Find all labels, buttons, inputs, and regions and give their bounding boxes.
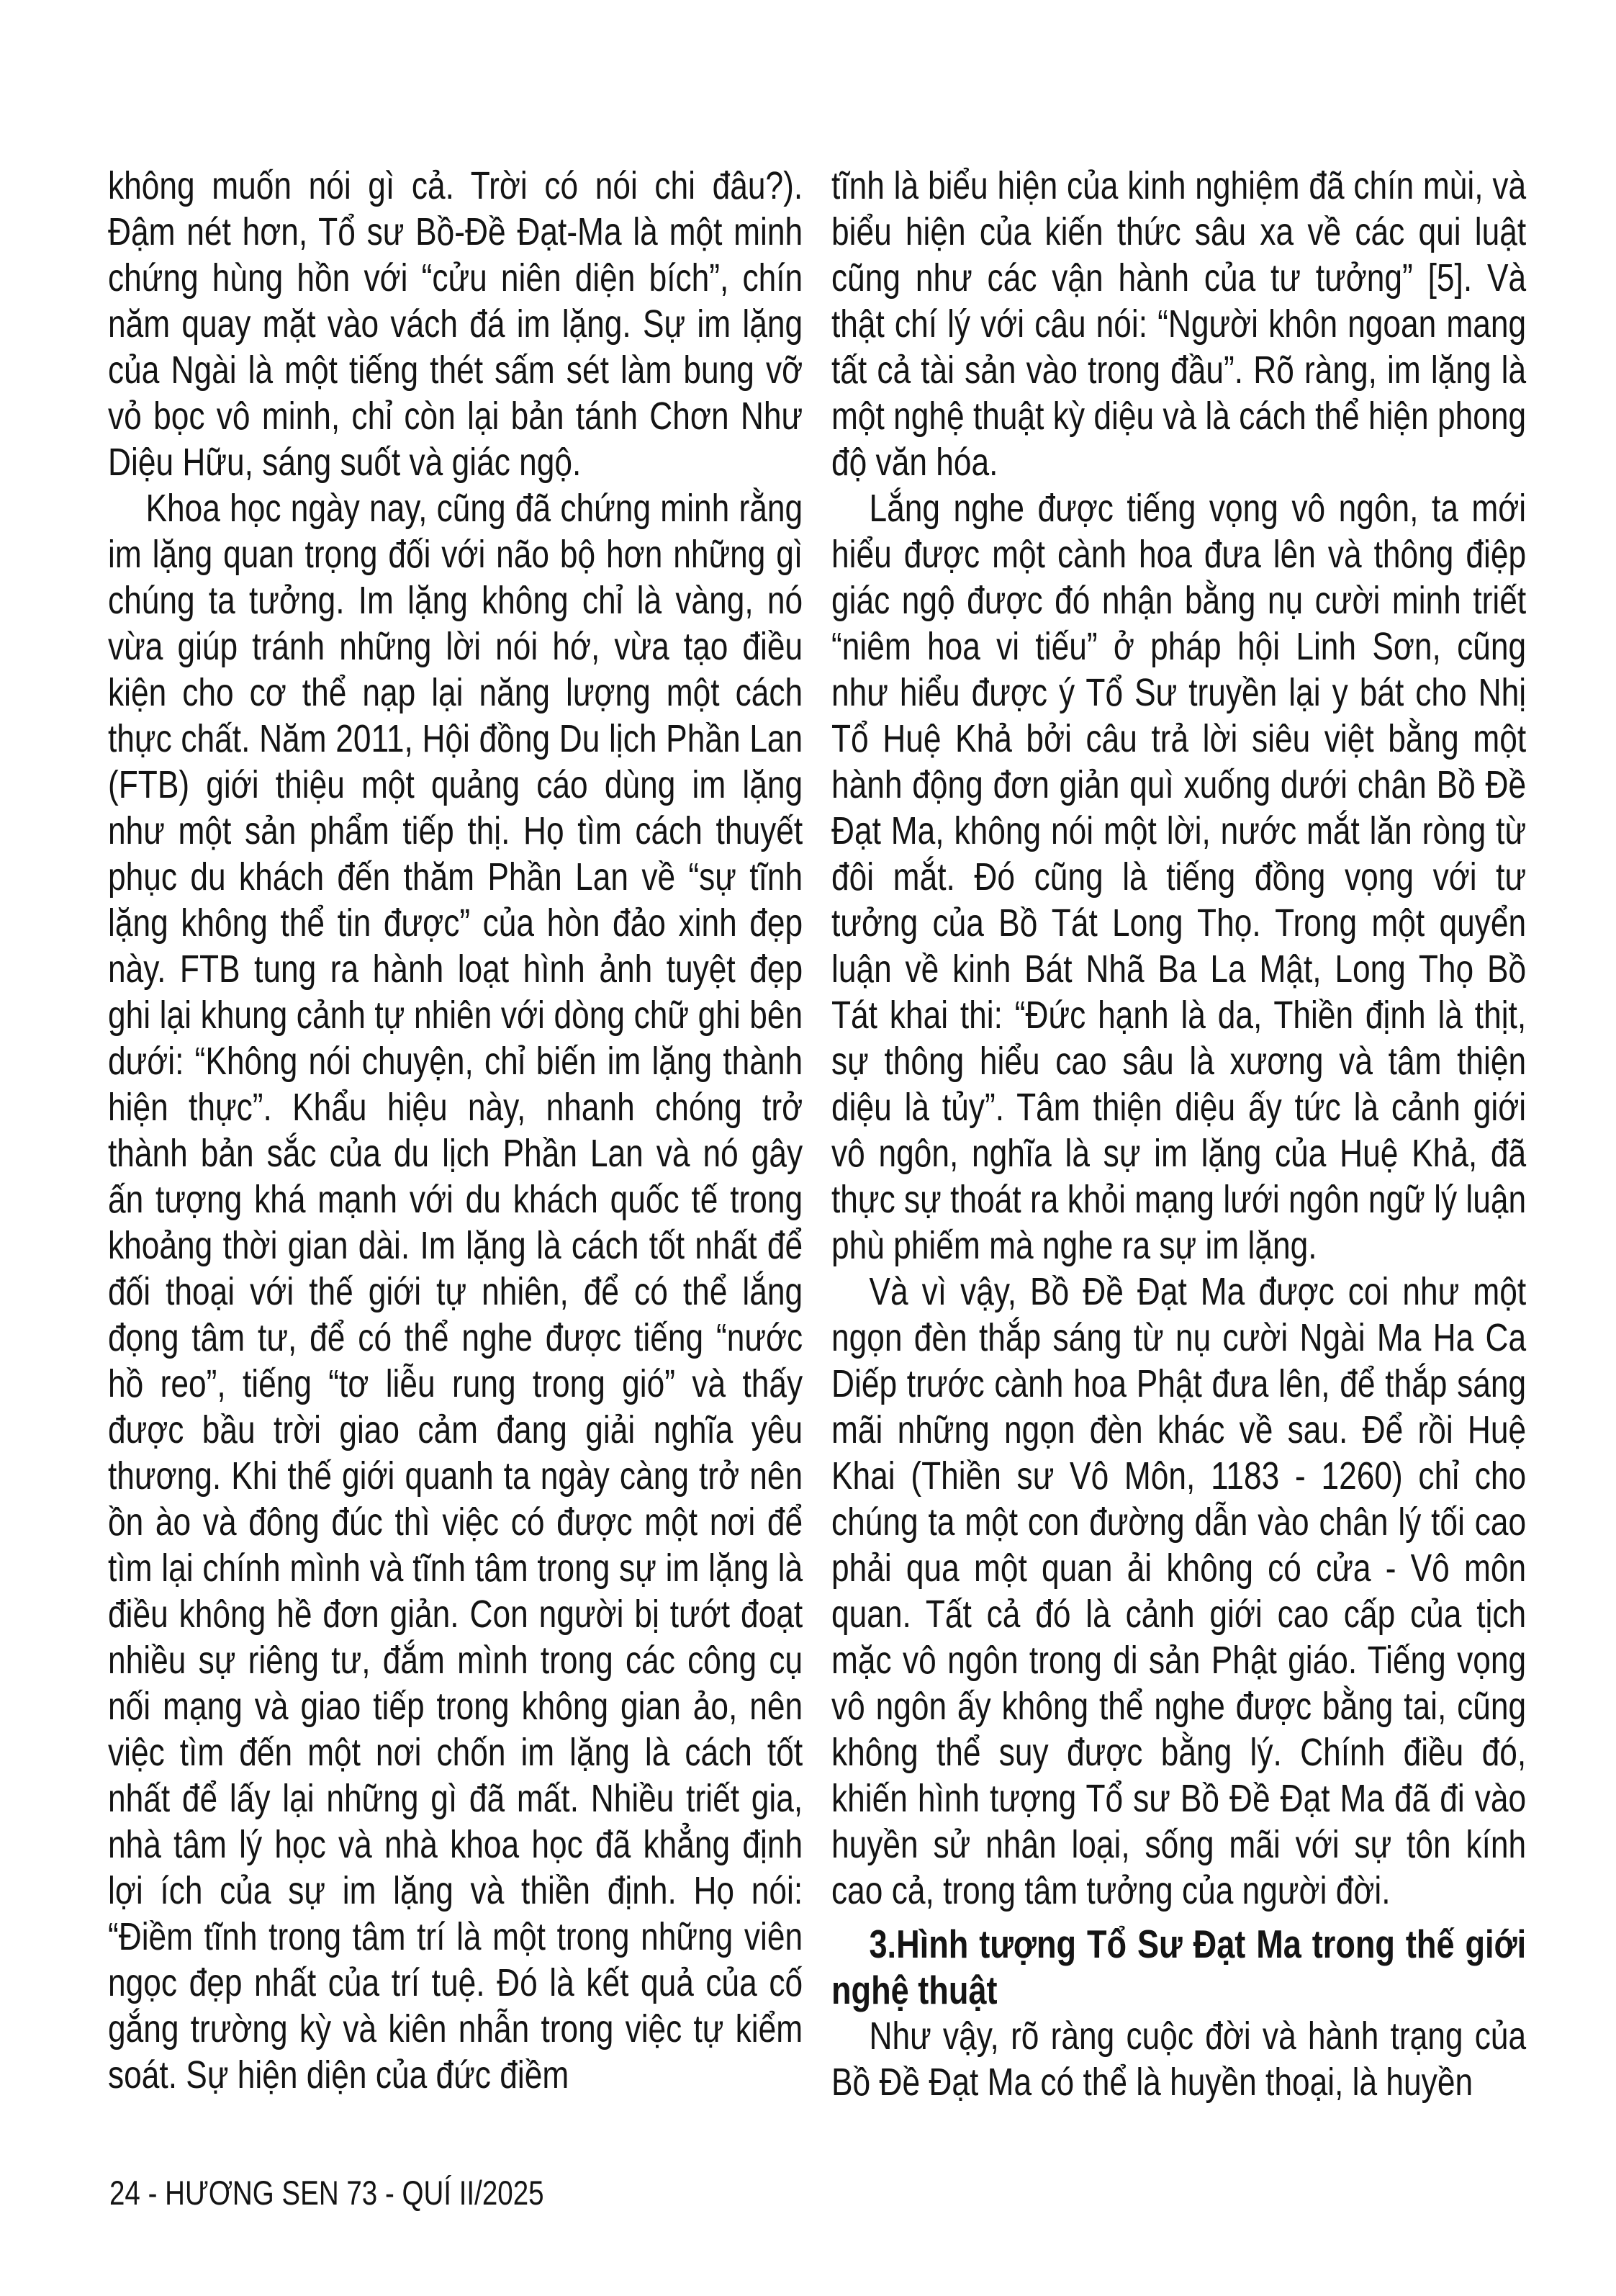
section-heading: 3.Hình tượng Tổ Sư Đạt Ma trong thế giới nghệ thuật <box>831 1922 1527 2012</box>
paragraph-continuation: không muốn nói gì cả. Trời có nói chi đâu?). Đậm nét hơn, Tổ sư Bồ-Đề Đạt-Ma là một minh chứng hùng hồn với “cửu niên diện bích”, chín năm quay mặt vào vách đá im lặng. Sự im lặng của Ngài là một tiếng thét sấm sét làm bung vỡ vỏ bọc vô minh, chỉ còn lại bản tánh Chơn Như Diệu Hữu, sáng suốt và giác ngộ. <box>108 164 803 484</box>
paragraph: Và vì vậy, Bồ Đề Đạt Ma được coi như một ngọn đèn thắp sáng từ nụ cười Ngài Ma Ha Ca Diếp trước cành hoa Phật đưa lên, để thắp sáng mãi những ngọn đèn khác về sau. Để rồi Huệ Khai (Thiền sư Vô Môn, 1183 - 1260) chỉ cho chúng ta một con đường dẫn vào chân lý tối cao phải qua một quan ải không có cửa - Vô môn quan. Tất cả đó là cảnh giới cao cấp của tịch mặc vô ngôn trong di sản Phật giáo. Tiếng vọng vô ngôn ấy không thể nghe được bằng tai, cũng không thể suy được bằng lý. Chính điều đó, khiến hình tượng Tổ sư Bồ Đề Đạt Ma đã đi vào huyền sử nhân loại, sống mãi với sự tôn kính cao cả, trong tâm tưởng của người đời. <box>831 1270 1527 1912</box>
paragraph: Khoa học ngày nay, cũng đã chứng minh rằng im lặng quan trọng đối với não bộ hơn những gì chúng ta tưởng. Im lặng không chỉ là vàng, nó vừa giúp tránh những lời nói hớ, vừa tạo điều kiện cho cơ thể nạp lại năng lượng một cách thực chất. Năm 2011, Hội đồng Du lịch Phần Lan (FTB) giới thiệu một quảng cáo dùng im lặng như một sản phẩm tiếp thị. Họ tìm cách thuyết phục du khách đến thăm Phần Lan về “sự tĩnh lặng không thể tin được” của hòn đảo xinh đẹp này. FTB tung ra hành loạt hình ảnh tuyệt đẹp ghi lại khung cảnh tự nhiên với dòng chữ ghi bên dưới: “Không nói chuyện, chỉ biến im lặng thành hiện thực”. Khẩu hiệu này, nhanh chóng trở thành bản sắc của du lịch Phần Lan và nó gây ấn tượng khá mạnh với du khách quốc tế trong khoảng thời gian dài. Im lặng là cách tốt nhất để đối thoại với thế giới tự nhiên, để có thể lắng đọng tâm tư, để có thể nghe được tiếng “nước hồ reo”, tiếng “tơ liễu rung trong gió” và thấy được bầu trời giao cảm đang giải nghĩa yêu thương. Khi thế giới quanh ta ngày càng trở nên ồn ào và đông đúc thì việc có được một nơi để tìm lại chính mình và tĩnh tâm trong sự im lặng là điều không hề đơn giản. Con người bị tướt đoạt nhiều sự riêng tư, đắm mình trong các công cụ nối mạng và giao tiếp trong không gian ảo, nên việc tìm đến một nơi chốn im lặng là cách tốt nhất để lấy lại những gì đã mất. Nhiều triết gia, nhà tâm lý học và nhà khoa học đã khẳng định lợi ích của sự im lặng và thiền định. Họ nói: “Điềm tĩnh trong tâm trí là một trong những viên ngọc đẹp nhất của trí tuệ. Đó là kết quả của cố gắng trường kỳ và kiên nhẫn trong việc tự kiểm soát. Sự hiện diện của đức điềm <box>108 487 803 2097</box>
right-column-text <box>831 163 1526 2105</box>
paragraph: Lắng nghe được tiếng vọng vô ngôn, ta mới hiểu được một cành hoa đưa lên và thông điệp giác ngộ được đó nhận bằng nụ cười minh triết “niêm hoa vi tiếu” ở pháp hội Linh Sơn, cũng như hiểu được ý Tổ Sư truyền lại y bát cho Nhị Tổ Huệ Khả bởi câu trả lời siêu việt bằng một hành động đơn giản quì xuống dưới chân Bồ Đề Đạt Ma, không nói một lời, nước mắt lăn ròng từ đôi mắt. Đó cũng là tiếng đồng vọng với tư tưởng của Bồ Tát Long Thọ. Trong một quyển luận về kinh Bát Nhã Ba La Mật, Long Thọ Bồ Tát khai thi: “Đức hạnh là da, Thiền định là thịt, sự thông hiểu cao sâu là xương và tâm thiện diệu là tủy”. Tâm thiện diệu ấy tức là cảnh giới vô ngôn, nghĩa là sự im lặng của Huệ Khả, đã thực sự thoát ra khỏi mạng lưới ngôn ngữ lý luận phù phiếm mà nghe ra sự im lặng. <box>831 487 1527 1267</box>
footer-page-number: 24 - HƯƠNG SEN 73 - QUÍ II/2025 <box>109 2174 544 2212</box>
paragraph-continuation: tĩnh là biểu hiện của kinh nghiệm đã chín mùi, và biểu hiện của kiến thức sâu xa về các qui luật cũng như các vận hành của tư tưởng” [5]. Và thật chí lý với câu nói: “Người khôn ngoan mang tất cả tài sản vào trong đầu”. Rõ ràng, im lặng là một nghệ thuật kỳ diệu và là cách thể hiện phong độ văn hóa. <box>831 164 1527 484</box>
paragraph: Như vậy, rõ ràng cuộc đời và hành trạng của Bồ Đề Đạt Ma có thể là huyền thoại, là huyền <box>831 2014 1527 2104</box>
article-body <box>108 163 1526 2105</box>
left-column-text <box>108 163 803 2098</box>
left-column <box>108 163 803 2105</box>
page-footer <box>109 2174 639 2212</box>
right-column <box>831 163 1526 2105</box>
